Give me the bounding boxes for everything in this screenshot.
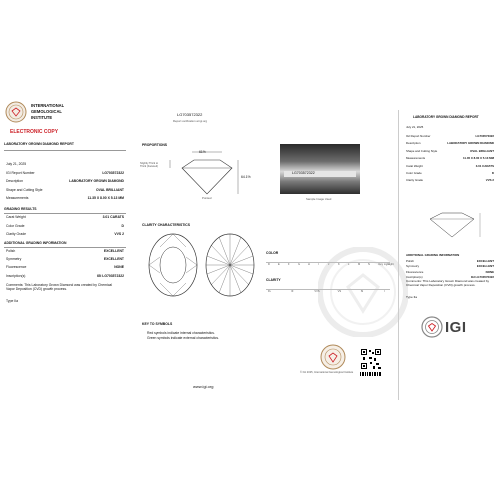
igi-logo-text: IGI bbox=[445, 319, 467, 336]
stub-type: Type IIa bbox=[406, 295, 418, 299]
row-label: Shape and Cutting Style bbox=[406, 148, 438, 153]
row-label: Shape and Cutting Style bbox=[6, 187, 43, 192]
row-value: VVS 2 bbox=[485, 178, 494, 183]
row-label: Carat Weight bbox=[6, 215, 26, 219]
row-value: OVAL BRILLIANT bbox=[96, 187, 124, 192]
clarity-plot-crown-diagram bbox=[146, 232, 200, 298]
org-name-line3: INSTITUTE bbox=[31, 115, 53, 120]
prop-culet-label: Pointed bbox=[202, 196, 212, 200]
color-scale-grade: L bbox=[348, 263, 350, 266]
clarity-scale-grade: VS bbox=[337, 290, 342, 293]
comments-text: Comments: This Laboratory Grown Diamond was created by Chemical Vapor Deposition (CVD) growth process. bbox=[6, 283, 113, 292]
clarity-scale-grade: IF bbox=[291, 290, 294, 293]
row-label: Inscription(s) bbox=[6, 273, 26, 278]
color-scale-grade: K bbox=[338, 263, 340, 266]
verification-note: Report verification at igi.org bbox=[173, 119, 208, 123]
divider bbox=[4, 247, 126, 248]
stub-report-title: LABORATORY GROWN DIAMOND REPORT bbox=[413, 115, 479, 119]
row-label: Polish bbox=[406, 259, 414, 263]
color-scale-title: COLOR bbox=[266, 251, 279, 255]
color-scale-grade: I bbox=[318, 263, 319, 266]
barcode-icon bbox=[360, 372, 382, 376]
key-line-green: Green symbols indicate external characteristics. bbox=[147, 336, 219, 340]
row-value: LG703572322 bbox=[475, 134, 494, 138]
row-label: Description bbox=[6, 179, 23, 184]
row-label: IGI Report Number bbox=[6, 171, 35, 175]
row-label: Color Grade bbox=[406, 171, 422, 175]
row-label: Carat Weight bbox=[406, 163, 423, 168]
color-scale-grade: M bbox=[358, 263, 361, 266]
stub-additional-title: ADDITIONAL GRADING INFORMATION bbox=[406, 253, 460, 257]
row-value: EXCELLENT bbox=[476, 264, 494, 269]
prop-depth-value: 64.1% bbox=[241, 175, 251, 179]
row-value: NONE bbox=[114, 265, 124, 270]
row-label: Fluorescence bbox=[406, 269, 424, 274]
stub-comments: Comments: This Laboratory Grown Diamond was created by Chemical Vapor Deposition (CVD) growth process. bbox=[406, 279, 489, 287]
igi-logo bbox=[421, 316, 481, 340]
color-scale-grade: N bbox=[368, 263, 370, 266]
color-scale-grade: E bbox=[278, 263, 280, 266]
clarity-scale-grade: SI bbox=[360, 290, 364, 293]
copyright-text: © IGI 2025, International Gemological Institute bbox=[300, 371, 354, 374]
org-name-line2: GEMOLOGICAL bbox=[31, 109, 62, 114]
igi-logo-seal-icon bbox=[421, 316, 443, 338]
report-date: July 21, 2025 bbox=[6, 162, 27, 166]
clarity-scale-grade: I bbox=[384, 290, 385, 293]
row-value: IGI LG703572322 bbox=[96, 273, 124, 278]
color-scale-grade: H bbox=[308, 263, 310, 266]
sample-girdle-image bbox=[280, 144, 360, 194]
row-label: Clarity Grade bbox=[406, 178, 424, 183]
row-value: D bbox=[121, 223, 124, 228]
clarity-plot-pavilion-diagram bbox=[203, 232, 257, 298]
row-value: LABORATORY GROWN DIAMOND bbox=[69, 179, 124, 184]
row-value: NONE bbox=[485, 269, 494, 274]
row-label: Measurements bbox=[6, 195, 29, 200]
row-value: 11.35 X 8.00 X 5.13 MM bbox=[462, 156, 494, 161]
clarity-scale-grade: FL bbox=[268, 290, 272, 293]
clarity-characteristics-title: CLARITY CHARACTERISTICS bbox=[142, 223, 190, 227]
color-scale-grade: G bbox=[298, 263, 301, 266]
row-value: EXCELLENT bbox=[476, 259, 494, 263]
row-value: IGI LG703572322 bbox=[470, 274, 494, 279]
row-value: D bbox=[491, 171, 494, 175]
divider bbox=[4, 213, 126, 214]
key-to-symbols-title: KEY TO SYMBOLS bbox=[142, 322, 173, 326]
igi-seal-icon bbox=[5, 101, 27, 123]
row-value: 3.01 CARATS bbox=[475, 163, 494, 168]
color-scale-grade: Very Light bbox=[378, 263, 390, 266]
row-label: IGI Report Number bbox=[406, 134, 431, 138]
row-value: 3.01 CARATS bbox=[102, 215, 124, 219]
color-scale-grade: Light bbox=[388, 263, 394, 266]
color-scale-grade: D bbox=[268, 263, 270, 266]
color-scale-grade: J bbox=[328, 263, 330, 266]
report-number-top: LG703572322 bbox=[177, 112, 203, 117]
inscription-text: LG703572322 bbox=[292, 171, 315, 175]
row-label: Fluorescence bbox=[6, 265, 27, 270]
row-label: Symmetry bbox=[6, 257, 22, 262]
divider bbox=[4, 150, 126, 151]
proportions-title: PROPORTIONS bbox=[142, 143, 168, 147]
igi-small-seal-icon bbox=[320, 344, 346, 370]
report-title: LABORATORY GROWN DIAMOND REPORT bbox=[4, 142, 74, 146]
row-label: Clarity Grade bbox=[6, 232, 26, 236]
clarity-scale-title: CLARITY bbox=[266, 278, 281, 282]
org-name-line1: INTERNATIONAL bbox=[31, 103, 65, 108]
row-label: Color Grade bbox=[6, 223, 25, 228]
row-label: Description bbox=[406, 141, 421, 146]
row-value: OVAL BRILLIANT bbox=[470, 148, 494, 153]
additional-grading-title: ADDITIONAL GRADING INFORMATION bbox=[4, 241, 67, 245]
stub-divider bbox=[398, 110, 399, 400]
row-value: VVS 2 bbox=[114, 232, 124, 236]
prop-girdle-label: Slightly Thick to Thick (Faceted) bbox=[140, 162, 159, 169]
clarity-scale-line bbox=[266, 289, 390, 290]
row-value: EXCELLENT bbox=[103, 249, 124, 253]
row-label: Inscription(s) bbox=[406, 274, 423, 279]
stub-proportions-diagram bbox=[412, 205, 492, 245]
website-text: www.igi.org bbox=[193, 384, 214, 389]
stub-date: July 21, 2025 bbox=[406, 125, 424, 129]
clarity-scale-grade: VVS bbox=[314, 290, 320, 293]
row-value: LG703572322 bbox=[102, 171, 124, 175]
sample-image-caption: Sample Image Used bbox=[306, 197, 332, 201]
row-value: LABORATORY GROWN DIAMOND bbox=[447, 141, 494, 146]
row-value: EXCELLENT bbox=[103, 257, 124, 262]
row-label: Symmetry bbox=[406, 264, 420, 269]
row-label: Measurements bbox=[406, 156, 426, 161]
qr-code-icon bbox=[360, 348, 382, 370]
row-label: Polish bbox=[6, 249, 16, 253]
prop-table-value: 61% bbox=[199, 150, 206, 154]
electronic-copy-label: ELECTRONIC COPY bbox=[10, 129, 59, 135]
color-scale-grade: F bbox=[288, 263, 290, 266]
type-text: Type IIa bbox=[6, 299, 19, 303]
grading-results-title: GRADING RESULTS bbox=[4, 207, 37, 211]
row-value: 11.35 X 8.00 X 5.13 MM bbox=[87, 195, 124, 200]
key-line-red: Red symbols indicate internal characteristics. bbox=[147, 331, 215, 335]
